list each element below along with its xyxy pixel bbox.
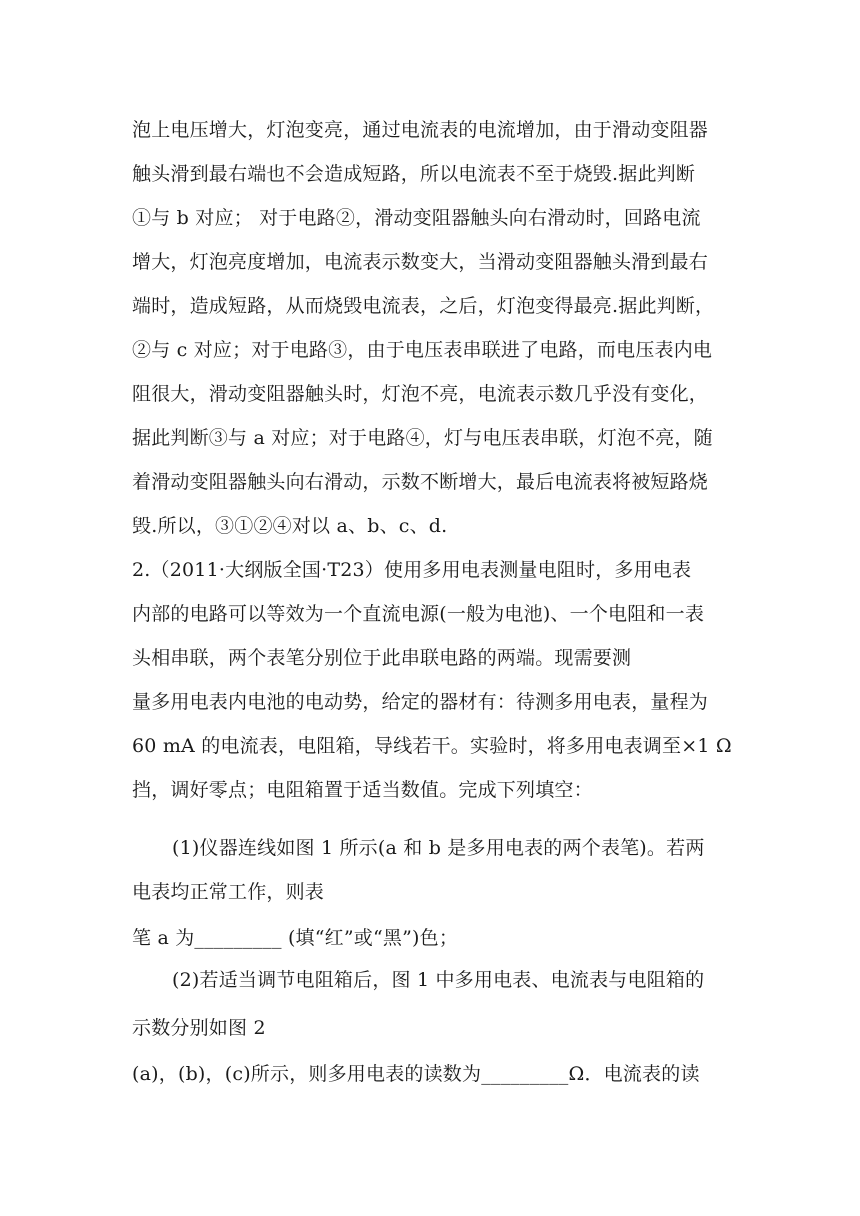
text-line-16: 挡，调好零点；电阻箱置于适当数值。完成下列填空： (132, 779, 593, 801)
text-line-1: 泡上电压增大，灯泡变亮，通过电流表的电流增加，由于滑动变阻器 (132, 119, 709, 141)
text-line-5: 端时，造成短路，从而烧毁电流表，之后，灯泡变得最亮.据此判断， (132, 295, 715, 317)
question-2-heading: 2.（2011·大纲版全国·T23）使用多用电表测量电阻时，多用电表 (132, 559, 692, 581)
fill-blank-line-2: (a)，(b)，(c)所示，则多用电表的读数为_________Ω．电流表的读 (132, 1063, 700, 1085)
sub-question-1: (1)仪器连线如图 1 所示(a 和 b 是多用电表的两个表笔)。若两 (172, 837, 705, 859)
text-line-2: 触头滑到最右端也不会造成短路，所以电流表不至于烧毁.据此判断 (132, 163, 696, 185)
text-line-14: 量多用电表内电池的电动势，给定的器材有：待测多用电表，量程为 (132, 691, 709, 713)
text-line-13: 头相串联，两个表笔分别位于此串联电路的两端。现需要测 (132, 647, 632, 669)
text-line-9: 着滑动变阻器触头向右滑动，示数不断增大，最后电流表将被短路烧 (132, 471, 709, 493)
text-line-10: 毁.所以，③①②④对以 a、b、c、d. (132, 515, 448, 537)
text-line-18: 电表均正常工作，则表 (132, 881, 325, 903)
text-line-21: 示数分别如图 2 (132, 1017, 266, 1039)
sub-question-2: (2)若适当调节电阻箱后，图 1 中多用电表、电流表与电阻箱的 (172, 969, 705, 991)
text-line-15: 60 mA 的电流表，电阻箱，导线若干。实验时，将多用电表调至×1 Ω (132, 735, 732, 757)
text-line-7: 阻很大，滑动变阻器触头时，灯泡不亮，电流表示数几乎没有变化， (132, 383, 709, 405)
fill-blank-line-1: 笔 a 为_________ (填“红”或“黑”)色； (132, 927, 459, 949)
text-line-8: 据此判断③与 a 对应；对于电路④，灯与电压表串联，灯泡不亮，随 (132, 427, 713, 449)
text-line-4: 增大，灯泡亮度增加，电流表示数变大，当滑动变阻器触头滑到最右 (132, 251, 709, 273)
text-line-3: ①与 b 对应； 对于电路②，滑动变阻器触头向右滑动时，回路电流 (132, 207, 701, 229)
text-line-6: ②与 c 对应；对于电路③，由于电压表串联进了电路，而电压表内电 (132, 339, 713, 361)
text-line-12: 内部的电路可以等效为一个直流电源(一般为电池)、一个电阻和一表 (132, 603, 705, 625)
